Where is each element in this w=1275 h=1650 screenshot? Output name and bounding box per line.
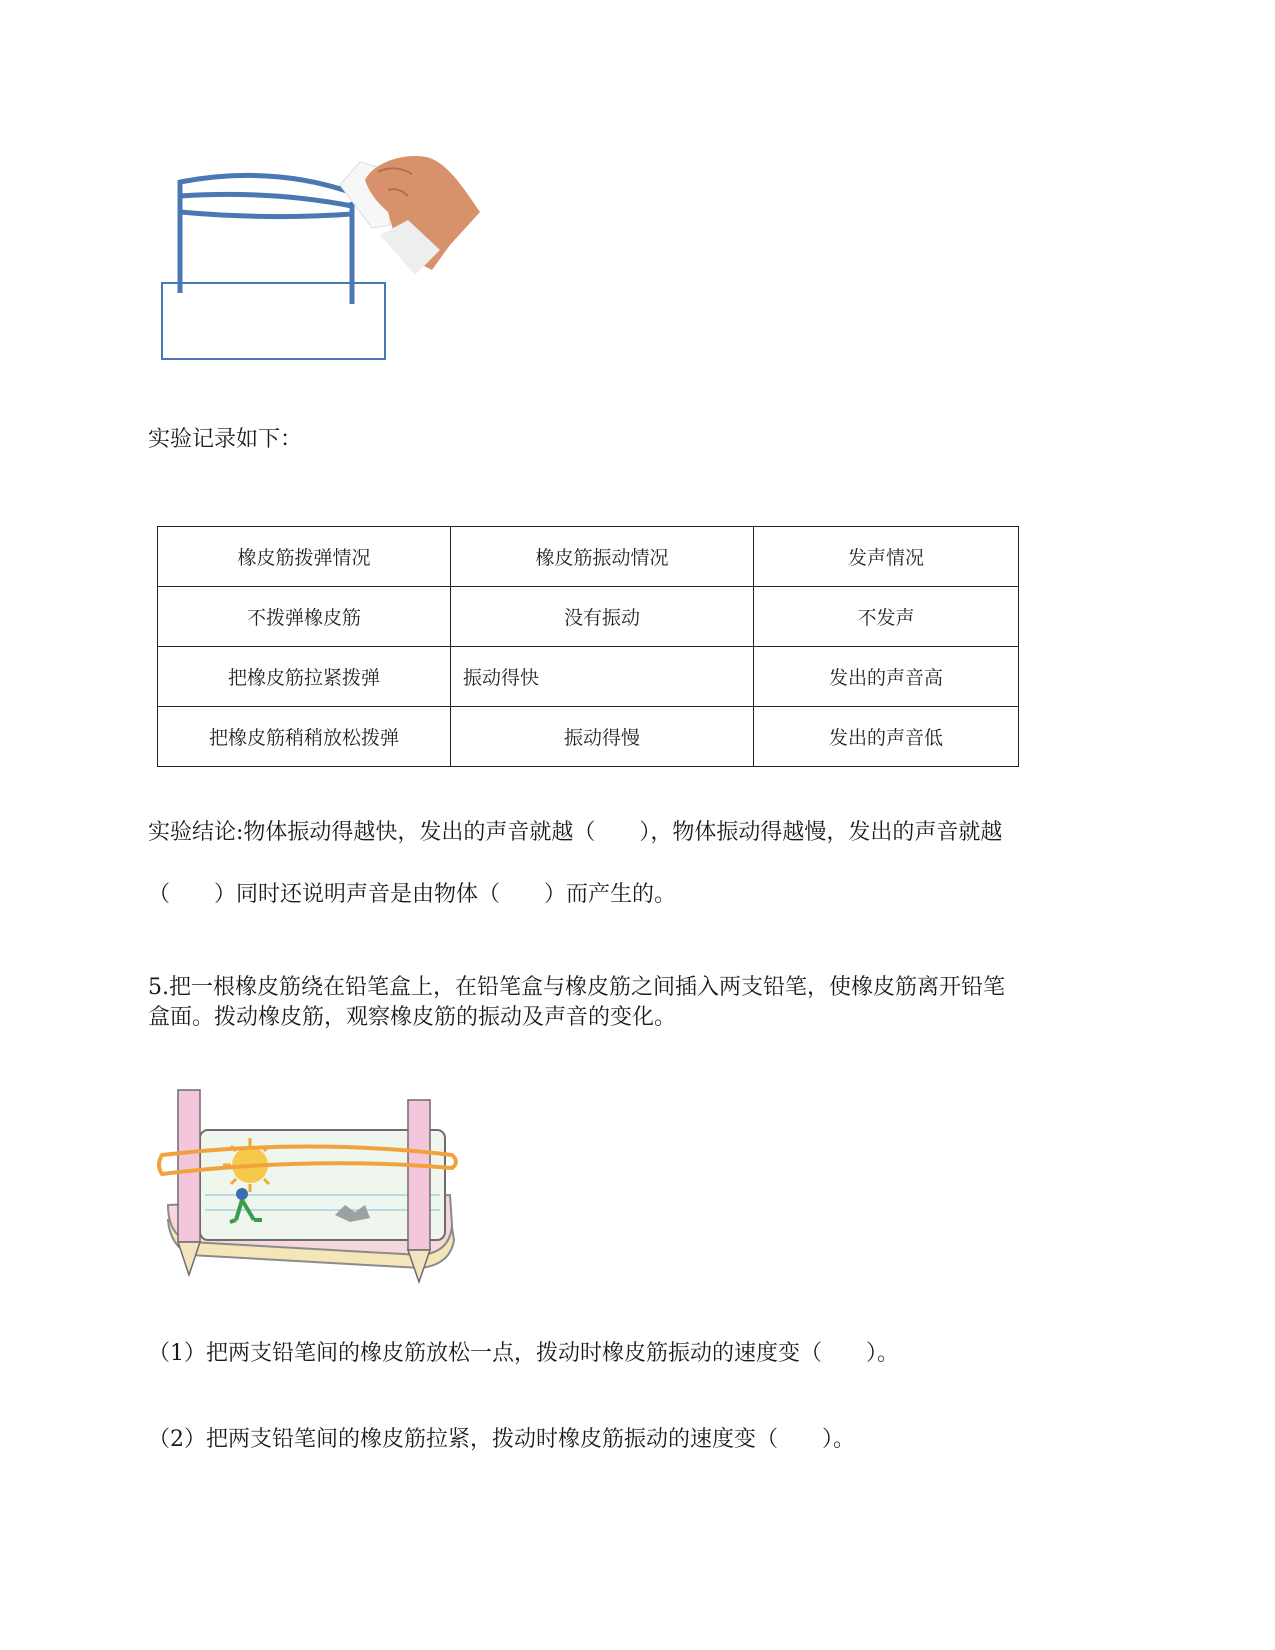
- question-5-line-2: 盒面。拨动橡皮筋，观察橡皮筋的振动及声音的变化。: [148, 1005, 677, 1030]
- table-cell: 不拨弹橡皮筋: [158, 587, 451, 647]
- table-header-row: [158, 527, 1019, 587]
- table-row: [158, 647, 1019, 707]
- table-header-cell: 橡皮筋拨弹情况: [158, 527, 451, 587]
- conclusion-line-2: （ ）同时还说明声音是由物体（ ）而产生的。: [148, 882, 677, 907]
- table-cell: 没有振动: [451, 587, 754, 647]
- table-cell: 发出的声音低: [754, 707, 1019, 767]
- record-intro: 实验记录如下：: [148, 427, 303, 452]
- table-header-cell: 橡皮筋振动情况: [451, 527, 754, 587]
- table-row: [158, 587, 1019, 647]
- experiment-record-table: [157, 526, 1019, 767]
- table-cell: 把橡皮筋稍稍放松拨弹: [158, 707, 451, 767]
- pencil-box-rubber-band-illustration: [150, 1070, 480, 1295]
- table-cell: 发出的声音高: [754, 647, 1019, 707]
- question-5-line-1: 5.把一根橡皮筋绕在铅笔盒上，在铅笔盒与橡皮筋之间插入两支铅笔，使橡皮筋离开铅笔: [148, 975, 1005, 1000]
- sub-question-1: （1）把两支铅笔间的橡皮筋放松一点，拨动时橡皮筋振动的速度变（ ）。: [148, 1341, 899, 1366]
- conclusion-line-1: 实验结论:物体振动得越快，发出的声音就越（ ），物体振动得越慢，发出的声音就越: [148, 820, 1003, 845]
- table-cell: 把橡皮筋拉紧拨弹: [158, 647, 451, 707]
- table-cell: 振动得快: [451, 647, 754, 707]
- table-cell: 不发声: [754, 587, 1019, 647]
- table-header-cell: 发声情况: [754, 527, 1019, 587]
- table-cell: 振动得慢: [451, 707, 754, 767]
- table-row: [158, 707, 1019, 767]
- sub-question-2: （2）把两支铅笔间的橡皮筋拉紧，拨动时橡皮筋振动的速度变（ ）。: [148, 1427, 855, 1452]
- rubber-band-plucking-illustration: [150, 150, 490, 370]
